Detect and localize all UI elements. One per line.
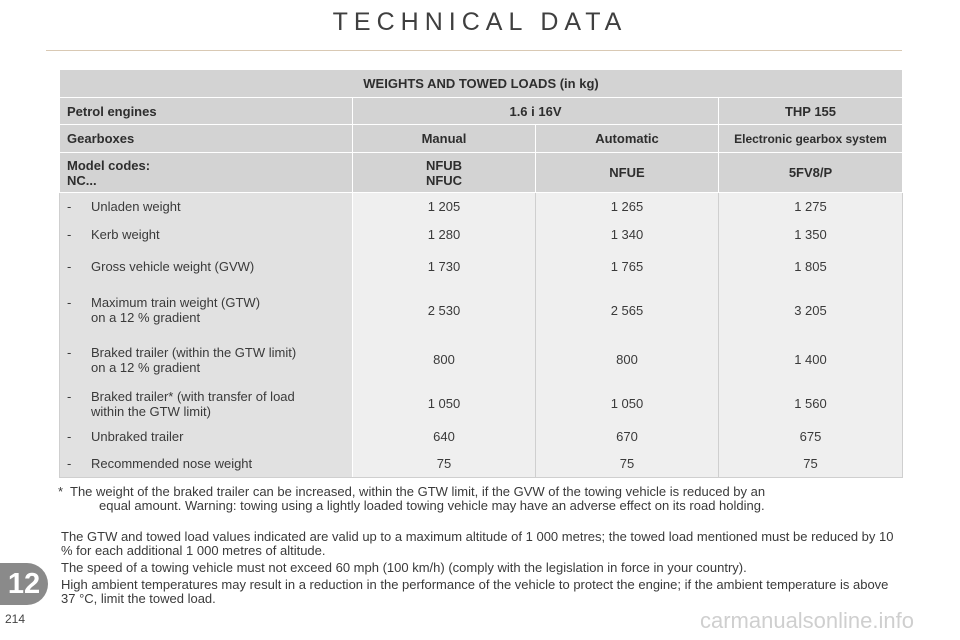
model-code-3: 5FV8/P	[719, 153, 903, 193]
model-code-1	[353, 153, 536, 193]
row-label: - Braked trailer (within the GTW limit) on a 12 % gradient	[60, 335, 353, 385]
engine-1: 1.6 i 16V	[353, 98, 719, 125]
watermark: carmanualsonline.info	[699, 608, 914, 633]
table-row	[60, 335, 903, 385]
gearboxes-label: Gearboxes	[60, 125, 353, 153]
table-caption: WEIGHTS AND TOWED LOADS (in kg)	[60, 70, 903, 98]
row-label: - Gross vehicle weight (GVW)	[60, 248, 353, 286]
row-label: - Maximum train weight (GTW) on a 12 % gradient	[60, 286, 353, 335]
row-value-automatic: 1 340	[536, 221, 719, 248]
table-row	[60, 221, 903, 248]
row-label: - Recommended nose weight	[60, 450, 353, 478]
row-value-manual: 1 205	[353, 193, 536, 221]
row-value-manual: 2 530	[353, 286, 536, 335]
row-value-automatic: 1 765	[536, 248, 719, 286]
row-value-electronic: 1 275	[719, 193, 903, 221]
table-row	[60, 385, 903, 423]
row-value-electronic: 1 560	[719, 385, 903, 423]
gearbox-electronic: Electronic gearbox system	[719, 125, 903, 153]
row-value-automatic: 75	[536, 450, 719, 478]
row-label: - Unladen weight	[60, 193, 353, 221]
row-value-electronic: 1 805	[719, 248, 903, 286]
model-codes-label	[60, 153, 353, 193]
model-code-2: NFUE	[536, 153, 719, 193]
note-altitude: The GTW and towed load values indicated are valid up to a maximum altitude of 1 000 metres; the towed load mentioned must be reduced by 10 % for each additional 1 000 metres of altitude.	[61, 529, 894, 558]
row-value-electronic: 1 400	[719, 335, 903, 385]
row-label: - Braked trailer* (with transfer of load within the GTW limit)	[60, 385, 353, 423]
model-code-1-line2: NFUC	[425, 172, 463, 188]
footnote-marker: *	[58, 484, 64, 499]
row-value-manual: 640	[353, 423, 536, 450]
table-row	[60, 248, 903, 286]
table-row	[60, 423, 903, 450]
row-value-electronic: 3 205	[719, 286, 903, 335]
row-label: - Unbraked trailer	[60, 423, 353, 450]
row-value-manual: 800	[353, 335, 536, 385]
gearbox-manual: Manual	[353, 125, 536, 153]
row-value-electronic: 75	[719, 450, 903, 478]
engines-label: Petrol engines	[60, 98, 353, 125]
row-value-automatic: 1 265	[536, 193, 719, 221]
model-codes-line1: Model codes:	[67, 157, 151, 173]
page-title: TECHNICAL DATA	[332, 8, 628, 36]
table-row	[60, 193, 903, 221]
row-value-automatic: 1 050	[536, 385, 719, 423]
model-codes-line2: NC...	[67, 172, 97, 188]
chapter-badge: 12	[0, 563, 48, 605]
notes	[61, 530, 903, 609]
note-speed: The speed of a towing vehicle must not exceed 60 mph (100 km/h) (comply with the legislation in force in your country).	[61, 560, 747, 575]
row-value-electronic: 1 350	[719, 221, 903, 248]
row-value-manual: 75	[353, 450, 536, 478]
row-value-electronic: 675	[719, 423, 903, 450]
table-row	[60, 286, 903, 335]
footnote	[58, 485, 903, 513]
page-number: 214	[5, 612, 26, 626]
gearbox-automatic: Automatic	[536, 125, 719, 153]
title-divider	[46, 50, 902, 51]
table-row	[60, 450, 903, 478]
engine-2: THP 155	[719, 98, 903, 125]
weights-table	[59, 69, 903, 478]
row-value-automatic: 2 565	[536, 286, 719, 335]
footnote-line-1: The weight of the braked trailer can be increased, within the GTW limit, if the GVW of the towing vehicle is reduced by an	[70, 484, 766, 499]
note-temperature: High ambient temperatures may result in a reduction in the performance of the vehicle to protect the engine; if the ambient temperature is above 37 °C, limit the towed load.	[61, 577, 889, 606]
row-value-manual: 1 050	[353, 385, 536, 423]
model-code-1-line1: NFUB	[425, 157, 463, 173]
row-value-automatic: 670	[536, 423, 719, 450]
row-value-manual: 1 730	[353, 248, 536, 286]
row-value-automatic: 800	[536, 335, 719, 385]
footnote-line-2: equal amount. Warning: towing using a lightly loaded towing vehicle may have an adverse effect on its road holding.	[99, 498, 765, 513]
row-label: - Kerb weight	[60, 221, 353, 248]
row-value-manual: 1 280	[353, 221, 536, 248]
